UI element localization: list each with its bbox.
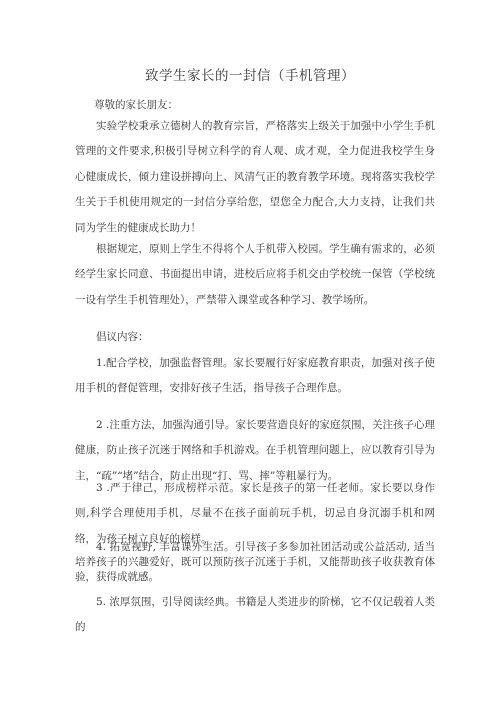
paragraph-proposal-heading: 倡议内容： — [96, 331, 149, 343]
paragraph-regulation: 根据规定，原则上学生不得将个人手机带入校园。学生确有需求的，必须经学生家长同意、书面提出申请，进校后应将手机交由学校统一保管（学校统一设有学生手机管理处），严禁带入课堂或各种学习、教学场所。 — [75, 243, 435, 306]
letter-title: 致学生家长的一封信（手机管理） — [145, 68, 355, 84]
paragraph-item-4: 4. 拓宽视野, 丰富课外生活。引导孩子多参加社团活动或公益活动, 适当培养孩子的兴趣爱好，既可以预防孩子沉迷于手机，又能帮助孩子收获教育体验，获得成就感。 — [75, 541, 435, 583]
paragraph-intro: 实验学校秉承立德树人的教育宗旨，严格落实上级关于加强中小学生手机管理的文件要求,积极引导树立科学的育人观、成才观，全力促进我校学生身心健康成长，倾力建设拼搏向上、风清气正的教育教学环境。现将落实我校学生关于手机使用规定的一封信分享给您，望您全力配合,大力支持，让我们共同为学生的健康成长助力！ — [75, 120, 435, 234]
salutation: 尊敬的家长朋友： — [94, 99, 178, 111]
paragraph-item-5: 5. 浓厚氛围，引导阅读经典。书籍是人类进步的阶梯，它不仅记载着人类的 — [75, 596, 435, 634]
paragraph-item-2: 2 .注重方法，加强沟通引导。家长要营造良好的家庭氛围，关注孩子心理健康，防止孩子沉迷于网络和手机游戏。在手机管理问题上，应以教育引导为主，“疏”“堵”结合，防止出现“打、骂、摔”等粗暴行为。 — [75, 419, 435, 482]
paragraph-item-1: 1.配合学校，加强监督管理。家长要履行好家庭教育职责，加强对孩子使用手机的督促管理，安排好孩子生活，指导孩子合理作息。 — [75, 357, 435, 395]
paragraph-item-3: 3 .严于律己，形成榜样示范。家长是孩子的第一任老师。家长要以身作则,科学合理使用手机，尽量不在孩子面前玩手机，切忌自身沉溺手机和网络，为孩子树立良好的榜样。 — [75, 482, 435, 545]
